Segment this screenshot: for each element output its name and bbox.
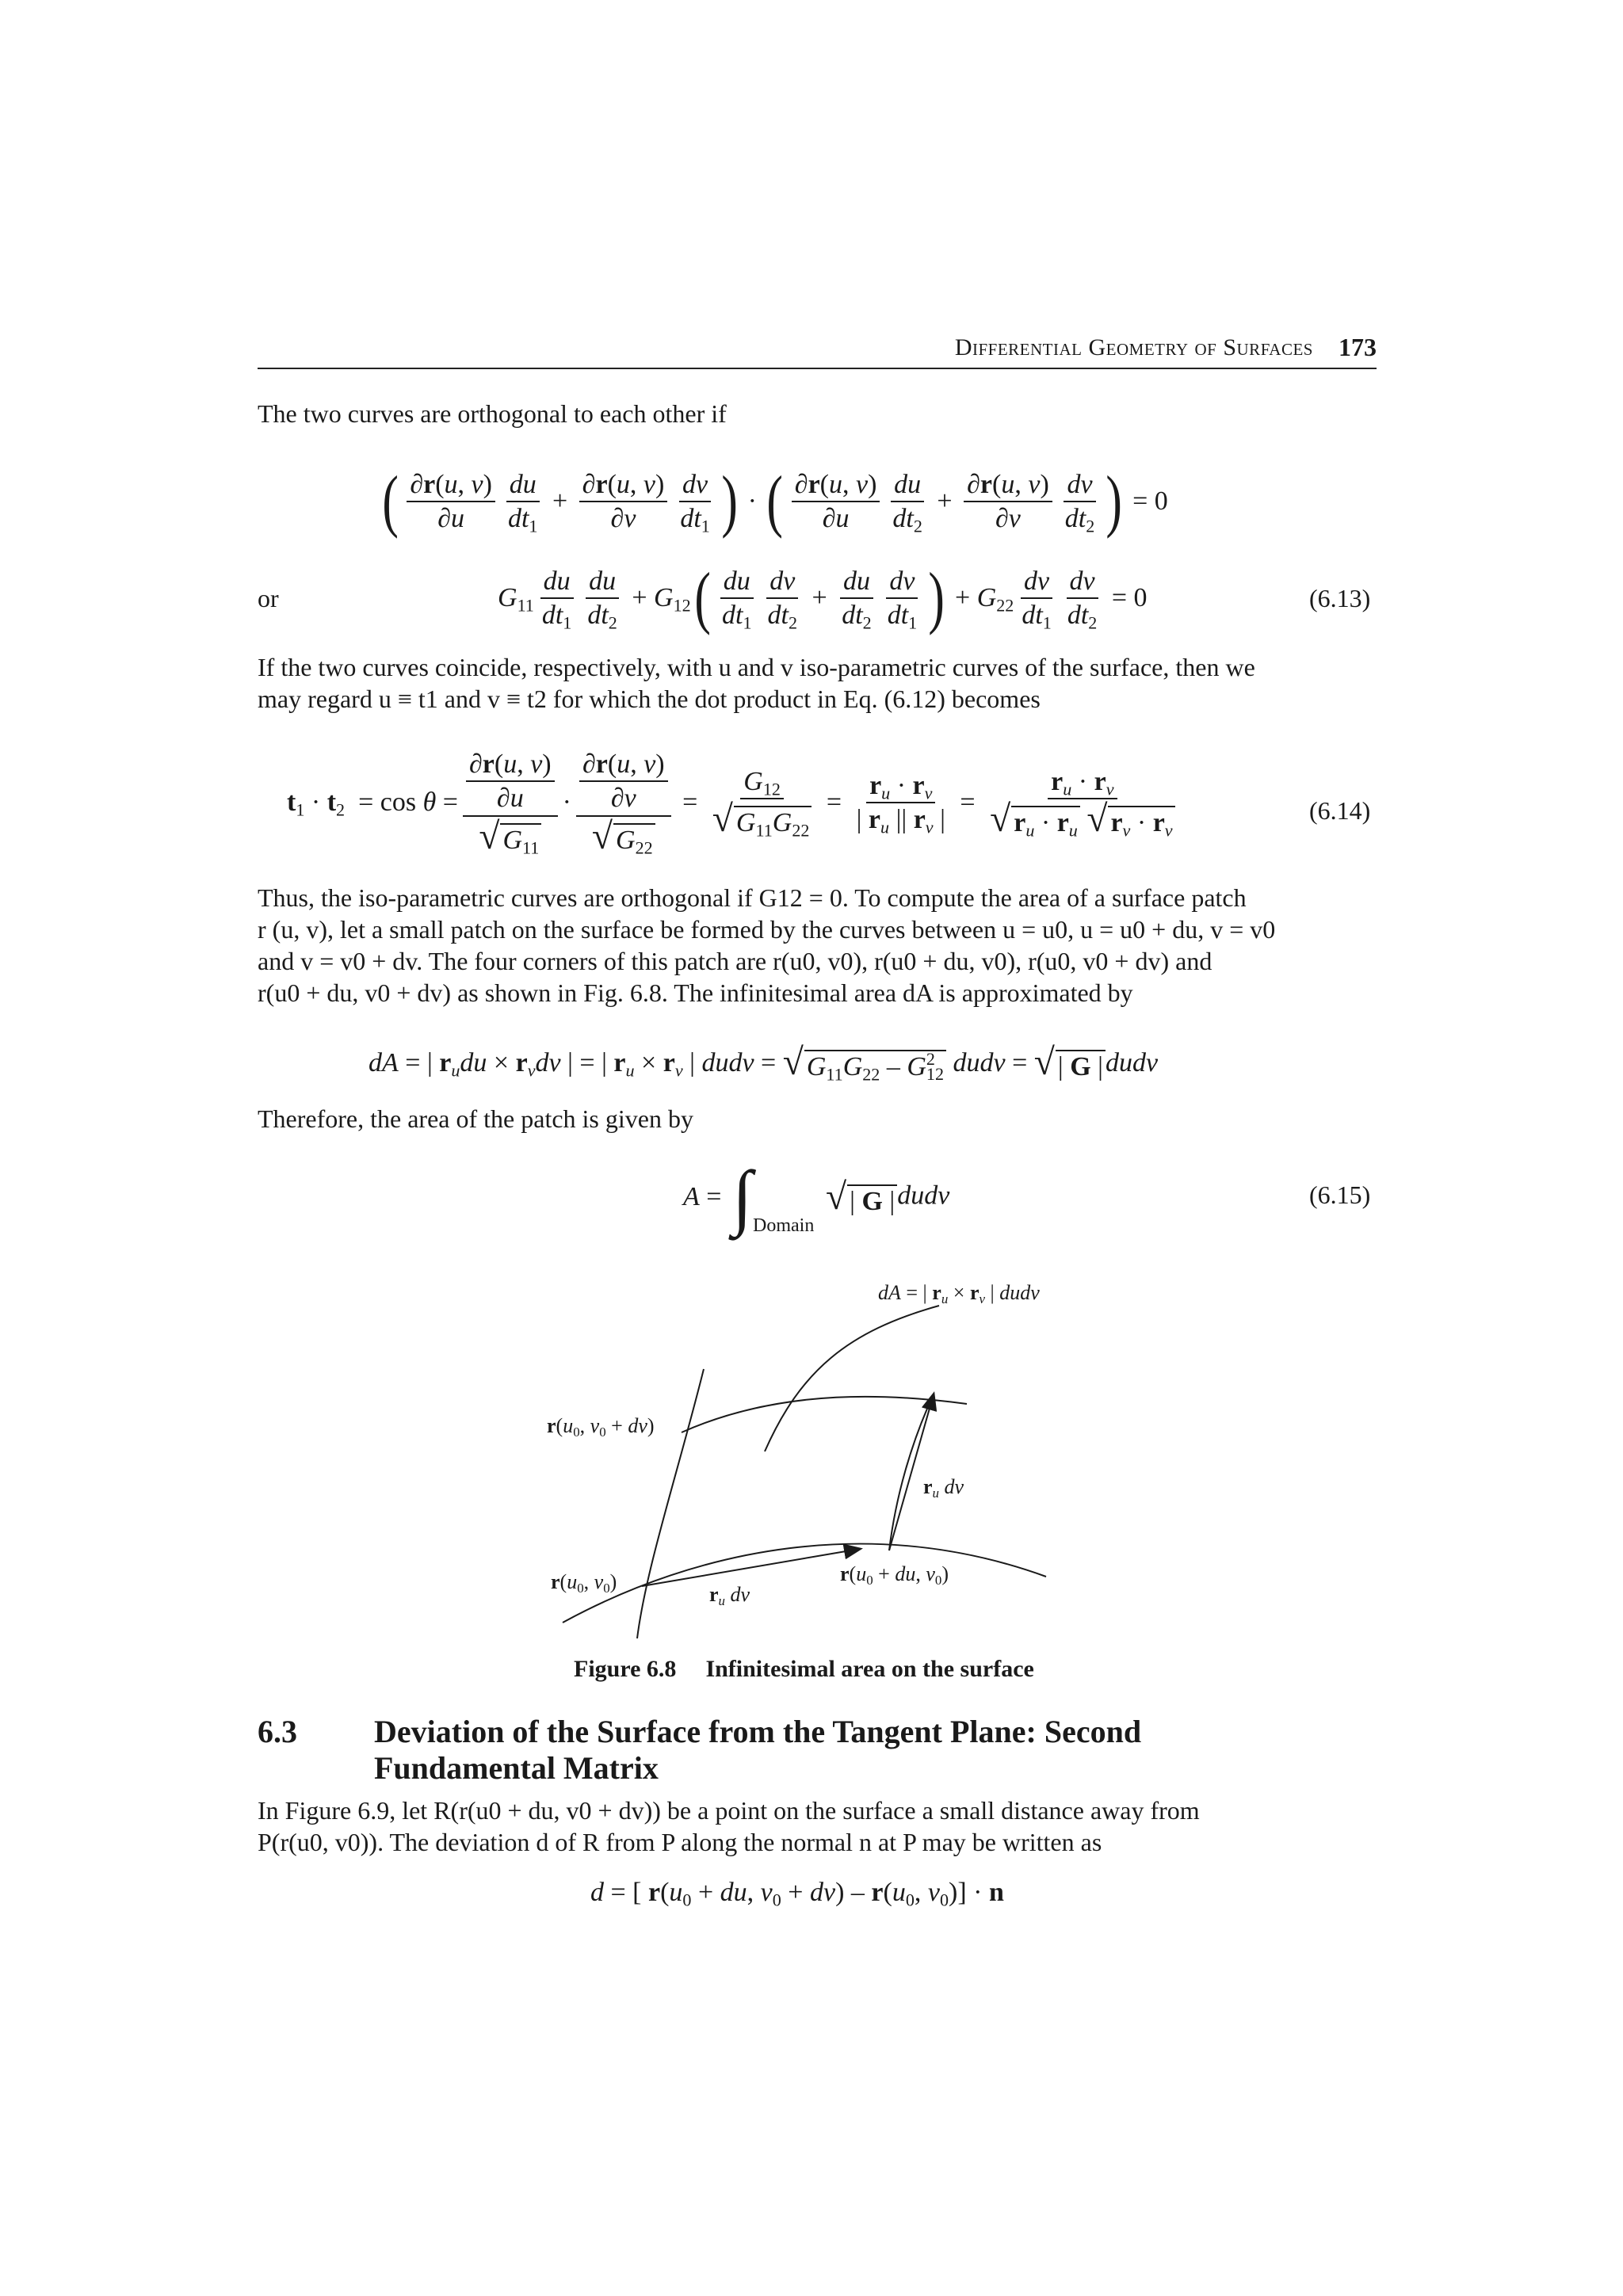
- equation-dA: dA = | $r_udu \times r_vdv$ | = | $r_u \times r_v$ | dudv = √ $G_{11}G_{22} - G^2_{12}$ dudv = √ | G | dudv: [369, 1042, 1159, 1085]
- section-title-line: Fundamental Matrix: [374, 1750, 659, 1786]
- section-heading: [258, 1714, 1141, 1787]
- left-parameter-curve: [637, 1369, 704, 1638]
- figure-6-8: [539, 1276, 1062, 1648]
- figure-caption: [574, 1656, 1034, 1683]
- paragraph-patch-area: Therefore, the area of the patch is given by: [258, 1104, 693, 1133]
- section-number: 6.3: [258, 1714, 297, 1749]
- equation-orthogonal-dot: ( $\frac{\partial r(u, v)}{\partial u}$ $\frac{du}{dt_1}$ + $\frac{\partial r(u, v)}{\partial v}$ $\frac{dv}{dt_1}$ ) · ( $\frac{\partial r(u, v)}{\partial u}$ $\frac{du}{dt_2}$ + $\frac{\partial r(u, v)}{\partial v}$ $\frac{dv}{dt_2}$ ) = 0: [382, 463, 1168, 540]
- ru-dv-arrow-upper: [889, 1394, 934, 1550]
- equation-6-14: $t_1 \cdot t_2 = \cos \theta$ = $\frac{\partial r(u, v)}{\partial u}$ √ $G_{11}$ · $\frac{\partial r(u, v)}{\partial v}$ √ $G_{22}$ = $G_{12}$ √ $G_{11}G_{22}$ = $\frac{r_u \cdot r_v}{| r_u || r_v |}$ = $r_u \cdot r_v$ √ $r_u \cdot r_u$ √ $r_v \cdot r_v$: [287, 743, 1183, 862]
- paragraph-line: and v = v0 + dv. The four corners of this patch are r(u0, v0), r(u0 + du, v0), r(u0, v0 + dv) and: [258, 947, 1212, 975]
- paragraph-line: In Figure 6.9, let R(r(u0 + du, v0 + dv)) be a point on the surface a small distance away from: [258, 1796, 1200, 1825]
- paragraph-line: If the two curves coincide, respectively, with u and v iso-parametric curves of the surface, then we: [258, 653, 1255, 681]
- equation-6-13: $G_{11}$ $\frac{du}{dt_1}$ $\frac{du}{dt_2}$ + $G_{12}$ ( $\frac{du}{dt_1}$ $\frac{dv}{dt_2}$ + $\frac{du}{dt_2}$ $\frac{dv}{dt_1}$ ) + $G_{22}$ $\frac{dv}{dt_1}$ $\frac{dv}{dt_2}$ = 0: [498, 559, 1148, 636]
- running-title: Differential Geometry of Surfaces: [954, 334, 1313, 360]
- or-label: or: [258, 584, 279, 612]
- paragraph-line: P(r(u0, v0)). The deviation d of R from P along the normal n at P may be written as: [258, 1828, 1102, 1856]
- equation-6-15: A = ∫ Domain √ | G | dudv: [683, 1156, 950, 1237]
- running-header: [258, 333, 1377, 369]
- equation-deviation: d = [ $r(u_0$ + du, $v_0 + dv) - r(u_0$, $v_0)] \cdot n$: [590, 1878, 1004, 1910]
- figure-label-r-u0-v0: $r(u_0$, $v_0$): [551, 1570, 617, 1596]
- figure-label-r-u0-du-v0: $r(u_0$ + du, $v_0$): [840, 1562, 949, 1589]
- paragraph-isoparametric: [258, 651, 1377, 715]
- paragraph-line: may regard u ≡ t1 and v ≡ t2 for which the dot product in Eq. (6.12) becomes: [258, 685, 1041, 713]
- paragraph-area: [258, 882, 1377, 1009]
- figure-label-ru-dv-right: $r_u$ dv: [923, 1475, 964, 1501]
- page-number: 173: [1338, 333, 1377, 361]
- integral-domain: Domain: [753, 1215, 815, 1236]
- top-parameter-curve: [765, 1306, 939, 1451]
- figure-label-dA: dA = | $r_u \times r_v$ | dudv: [878, 1281, 1040, 1307]
- equation-number-6-13: (6.13): [1309, 584, 1371, 612]
- paragraph-line: r(u0 + du, v0 + dv) as shown in Fig. 6.8. The infinitesimal area dA is approximated by: [258, 978, 1133, 1007]
- paragraph-line: r (u, v), let a small patch on the surface be formed by the curves between u = u0, u = u0 + du, v = v0: [258, 915, 1276, 944]
- paragraph-intro: The two curves are orthogonal to each other if: [258, 399, 727, 428]
- figure-caption-number: Figure 6.8: [574, 1656, 677, 1682]
- paragraph-deviation: [258, 1794, 1377, 1858]
- section-title-line: Deviation of the Surface from the Tangent Plane: Second: [374, 1714, 1142, 1749]
- paragraph-line: Thus, the iso-parametric curves are orthogonal if G12 = 0. To compute the area of a surface patch: [258, 883, 1247, 912]
- figure-label-r-u0-v0-dv: $r(u_0$, $v_0 + dv$): [547, 1414, 655, 1440]
- lower-parameter-curve: [563, 1544, 1046, 1623]
- equation-number-6-14: (6.14): [1309, 796, 1371, 825]
- figure-caption-text: Infinitesimal area on the surface: [705, 1656, 1034, 1682]
- figure-label-ru-dv-bottom: $r_u$ dv: [709, 1583, 750, 1609]
- equation-number-6-15: (6.15): [1309, 1180, 1371, 1209]
